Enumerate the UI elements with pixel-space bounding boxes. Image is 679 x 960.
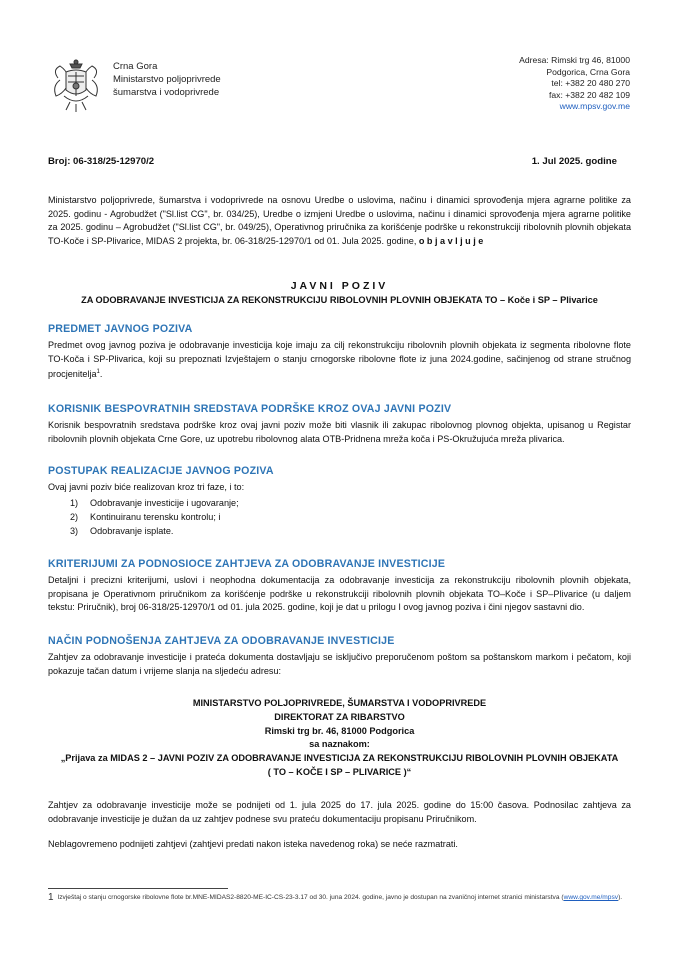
intro-emphasis: objavljuje [418,235,486,246]
list-item-number: 2) [70,512,79,523]
fax-line: fax: +382 20 482 109 [549,89,630,100]
document-title: JAVNI POZIV [290,280,389,292]
footnote-number: 1 [48,892,54,903]
beneficiary-paragraph: Korisnik bespovratnih sredstava podrške kroz ovaj javni poziv može biti vlasnik ili zakupac ribolovnog plovnog objekta, upisanog u Registar ribolovnih plovnih objekata Crne Gore, uz upotrebu ribolovnog alata OTB-Pridnena mreža koča i PS-Okružujuća mreža plivarica. [48,420,631,444]
address-line: ( TO – KOČE I SP – PLIVARICE )“ [267,766,412,777]
section-heading-criteria: KRITERIJUMI ZA PODNOSIOCE ZAHTJEVA ZA ODOBRAVANJE INVESTICIJE [48,558,446,570]
criteria-paragraph: Detaljni i precizni kriterijumi, uslovi i neophodna dokumentacija za odobravanje investicija za rekonstrukciju ribolovnih plovnih objekata, propisana je Operativnom priručnikom za korišćenje podrške u rekonstrukciji ribolovnih plovnih objekata TO–Koče i SP–Plivarice (u daljem tekstu: Priručnik), broj 06-318/25-12970/1 od 01. jula 2025. godine, koji je dat u prilogu I ovog javnog poziva i čini njegov sastavni dio. [48,575,631,613]
intro-paragraph [48,194,631,248]
deadline-paragraph: Zahtjev za odobravanje investicije može se podnijeti od 1. jula 2025 do 17. jula 2025. godine do 15:00 časova. Podnosilac zahtjeva za odobravanje investicije je dužan da uz zahtjev podnese svu prateću dokumentaciju propisanu Priručnikom. [48,800,631,824]
mailing-address-block [0,697,679,780]
section-heading-subject: PREDMET JAVNOG POZIVA [48,323,193,335]
list-item-number: 3) [70,526,79,537]
list-item-number: 1) [70,498,79,508]
contact-address [519,55,630,113]
footnote-link-open: ( [561,894,564,901]
reference-number: Broj: 06-318/25-12970/2 [48,156,155,167]
phone-line: tel: +382 20 480 270 [551,78,630,89]
address-line: Rimski trg br. 46, 81000 Podgorica [264,725,415,736]
procedure-paragraph: Ovaj javni poziv biće realizovan kroz tri faze, i to: [48,482,245,492]
list-item [48,496,239,510]
list-item [48,510,239,524]
footnote-reference[interactable]: 1 [96,369,100,376]
org-line: Ministarstvo poljoprivrede [113,74,221,85]
address-line: sa naznakom: [309,739,370,750]
section-heading-beneficiary: KORISNIK BESPOVRATNIH SREDSTAVA PODRŠKE KROZ OVAJ JAVNI POZIV [48,403,452,415]
list-item-label: Kontinuiranu terensku kontrolu; i [90,512,221,523]
subject-text: Predmet ovog javnog poziva je odobravanje investicija koje imaju za cilj rekonstrukciju ribolovnih plovnih objekata iz segmenta ribolovne flote TO-Koča i SP-Plivarica, koji su prepoznati Izvještajem o stanju crnogorske ribolovne flote iz juna 2024.godine, sačinjenog od strane stručnog procjenitelja [48,340,631,380]
section-heading-submission: NAČIN PODNOŠENJA ZAHTJEVA ZA ODOBRAVANJE INVESTICIJE [48,635,395,647]
footnote-link-close: ). [618,894,623,901]
address-line: Podgorica, Crna Gora [546,66,630,77]
organization-name [113,60,221,99]
list-item [48,524,239,538]
footnote-link[interactable]: www.gov.me/mpsv [563,894,619,901]
document-subtitle: ZA ODOBRAVANJE INVESTICIJA ZA REKONSTRUKCIJU RIBOLOVNIH PLOVNIH OBJEKATA TO – Koče i SP – Plivarice [81,295,598,305]
list-item-label: Odobravanje isplate. [90,526,174,537]
footnote [48,893,638,902]
website-link[interactable]: www.mpsv.gov.me [559,101,630,112]
late-submissions-paragraph: Neblagovremeno podnijeti zahtjevi (zahtjevi predati nakon isteka navedenog roka) se neće razmatrati. [48,839,458,849]
org-line: šumarstva i vodoprivrede [113,87,220,98]
address-line: Adresa: Rimski trg 46, 81000 [519,55,630,65]
org-line: Crna Gora [113,61,158,72]
submission-paragraph: Zahtjev za odobravanje investicije i prateća dokumenta dostavljaju se isključivo preporučenom poštom sa poštanskom markom i pečatom, koji pokazuje tačan datum i vrijeme slanja na sljedeću adresu: [48,652,631,676]
address-line: DIREKTORAT ZA RIBARSTVO [274,711,405,722]
subject-paragraph: Predmet ovog javnog poziva je odobravanje investicija koje imaju za cilj rekonstrukciju ribolovnih plovnih objekata iz segmenta ribolovne flote TO-Koča i SP-Plivarica, koji su prepoznati Izvještajem o stanju crnogorske ribolovne flote iz juna 2024.godine, sačinjenog od strane stručnog procjenitelja$^1$. [48,340,631,380]
list-item-label: Odobravanje investicije i ugovaranje; [90,498,239,508]
intro-text: Ministarstvo poljoprivrede, šumarstva i vodoprivrede na osnovu Uredbe o uslovima, načinu i dinamici sprovođenja mjera agrarne politike za 2025. godinu - Agrobudžet ("Sl.list CG", br. 034/25), Uredbe o izmjeni Uredbe o uslovima, načinu i dinamici sprovođenja mjera agrarne politike za 2025. godinu – Agrobudžet ("Sl.list CG", br. 049/25), Operativnog priručnika za korišćenje podrške u rekonstrukciji ribolovnih plovnih objekata TO-Koče i SP-Plivarice, MIDAS 2 projekta, br. 06-318/25-12970/1 od 01. Jula 2025. godine, [48,195,631,246]
coat-of-arms-logo [48,58,104,114]
document-date: 1. Jul 2025. godine [531,156,617,167]
address-line: „Prijava za MIDAS 2 – JAVNI POZIV ZA ODOBRAVANJE INVESTICIJA ZA REKONSTRUKCIJU RIBOLOVNIH PLOVNIH OBJEKATA [60,753,619,764]
footnote-divider [48,888,228,889]
footnote-text: Izvještaj o stanju crnogorske ribolovne flote br.MNE-MIDAS2-8820-ME-IC-CS-23-3.17 od 30. juna 2024. godine, javno je dostupan na zvaničnoj internet stranici ministarstva [57,894,560,901]
procedure-steps-list [48,496,239,539]
address-line: MINISTARSTVO POLJOPRIVREDE, ŠUMARSTVA I VODOPRIVREDE [192,698,487,708]
section-heading-procedure: POSTUPAK REALIZACIJE JAVNOG POZIVA [48,465,274,477]
